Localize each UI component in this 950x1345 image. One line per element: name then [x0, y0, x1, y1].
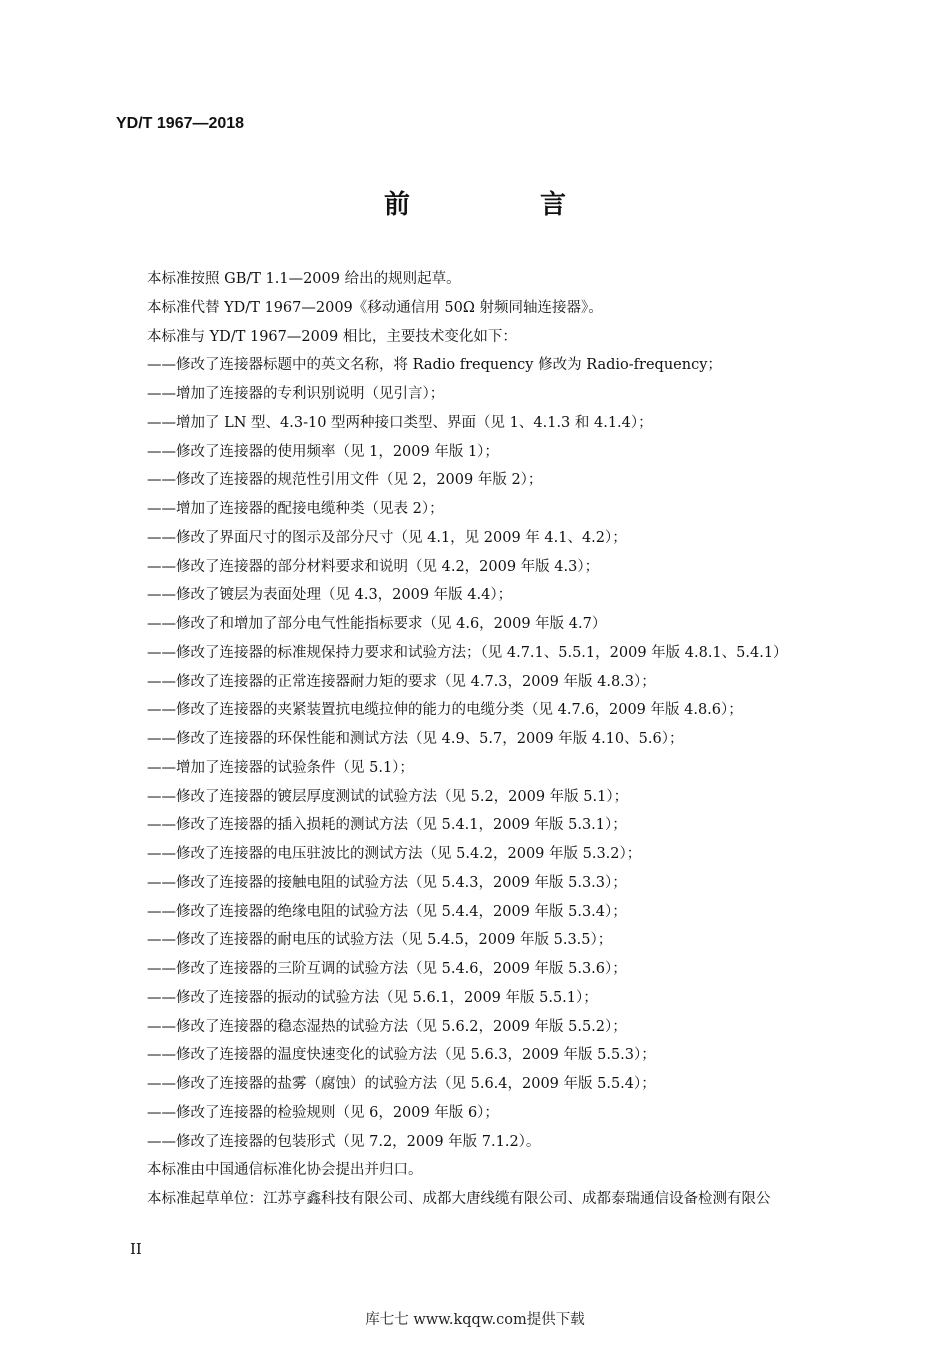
text-line: 本标准代替 YD/T 1967—2009《移动通信用 50Ω 射频同轴连接器》。 [147, 299, 603, 316]
change-item: ——修改了连接器的三阶互调的试验方法（见 5.4.6，2009 年版 5.3.6）； [147, 961, 627, 977]
change-item: ——修改了连接器的标准规保持力要求和试验方法；（见 4.7.1、5.5.1，2009 年版 4.8.1、5.4.1） [147, 644, 788, 661]
change-item: ——修改了和增加了部分电气性能指标要求（见 4.6，2009 年版 4.7） [147, 616, 607, 632]
change-item: ——修改了连接器的镀层厚度测试的试验方法（见 5.2，2009 年版 5.1）； [147, 788, 629, 805]
change-item: ——修改了连接器的振动的试验方法（见 5.6.1，2009 年版 5.5.1）； [147, 989, 598, 1006]
change-item: ——修改了镀层为表面处理（见 4.3，2009 年版 4.4）； [147, 587, 513, 604]
change-item: ——增加了连接器的配接电缆种类（见表 2）； [147, 501, 444, 517]
change-item: ——修改了连接器的稳态湿热的试验方法（见 5.6.2，2009 年版 5.5.2）； [147, 1018, 627, 1035]
change-item: ——修改了连接器的接触电阻的试验方法（见 5.4.3，2009 年版 5.3.3）； [147, 874, 627, 891]
change-item: ——修改了界面尺寸的图示及部分尺寸（见 4.1，见 2009 年 4.1、4.2）； [147, 529, 627, 546]
change-item: ——修改了连接器的环保性能和测试方法（见 4.9、5.7，2009 年版 4.10、5.6）； [147, 731, 684, 747]
change-item: ——修改了连接器的绝缘电阻的试验方法（见 5.4.4，2009 年版 5.3.4）； [147, 903, 627, 920]
page-title: 前 言 [383, 190, 618, 220]
change-item: ——修改了连接器的正常连接器耐力矩的要求（见 4.7.3，2009 年版 4.8.3）； [147, 673, 656, 690]
standard-code: YD/T 1967—2018 [116, 115, 245, 132]
change-item: ——增加了连接器的试验条件（见 5.1）； [147, 759, 414, 776]
change-item: ——增加了 LN 型、4.3-10 型两种接口类型、界面（见 1、4.1.3 和 4.1.4）； [147, 414, 653, 431]
change-item: ——修改了连接器的使用频率（见 1，2009 年版 1）； [147, 443, 499, 460]
change-item: ——修改了连接器的温度快速变化的试验方法（见 5.6.3，2009 年版 5.5.3）； [147, 1047, 656, 1064]
change-item: ——增加了连接器的专利识别说明（见引言）； [147, 386, 445, 402]
change-item: ——修改了连接器的包装形式（见 7.2，2009 年版 7.1.2）。 [147, 1133, 541, 1150]
change-item: ——修改了连接器的规范性引用文件（见 2，2009 年版 2）； [147, 472, 543, 489]
change-item: ——修改了连接器的盐雾（腐蚀）的试验方法（见 5.6.4，2009 年版 5.5.4）； [147, 1076, 656, 1092]
change-item: ——修改了连接器的检验规则（见 6，2009 年版 6）； [147, 1104, 499, 1121]
text-line: 本标准按照 GB/T 1.1—2009 给出的规则起草。 [147, 271, 461, 287]
text-line: 本标准起草单位：江苏亨鑫科技有限公司、成都大唐线缆有限公司、成都泰瑞通信设备检测有限公 [147, 1191, 771, 1207]
text-line: 本标准由中国通信标准化协会提出并归口。 [147, 1162, 423, 1179]
preface-body [147, 265, 907, 1214]
download-footer: 库七七 www.kqqw.com提供下载 [365, 1312, 585, 1328]
change-item: ——修改了连接器的部分材料要求和说明（见 4.2，2009 年版 4.3）； [147, 558, 600, 575]
page-number: II [130, 1240, 142, 1258]
change-item: ——修改了连接器的耐电压的试验方法（见 5.4.5，2009 年版 5.3.5）； [147, 932, 613, 949]
change-item: ——修改了连接器的插入损耗的测试方法（见 5.4.1，2009 年版 5.3.1）； [147, 817, 627, 834]
change-item: ——修改了连接器的电压驻波比的测试方法（见 5.4.2，2009 年版 5.3.2）； [147, 846, 642, 862]
change-item: ——修改了连接器的夹紧装置抗电缆拉伸的能力的电缆分类（见 4.7.6，2009 年版 4.8.6）； [147, 702, 743, 719]
text-line: 本标准与 YD/T 1967—2009 相比，主要技术变化如下： [147, 328, 517, 345]
change-item: ——修改了连接器标题中的英文名称，将 Radio frequency 修改为 Radio-frequency； [147, 357, 722, 374]
